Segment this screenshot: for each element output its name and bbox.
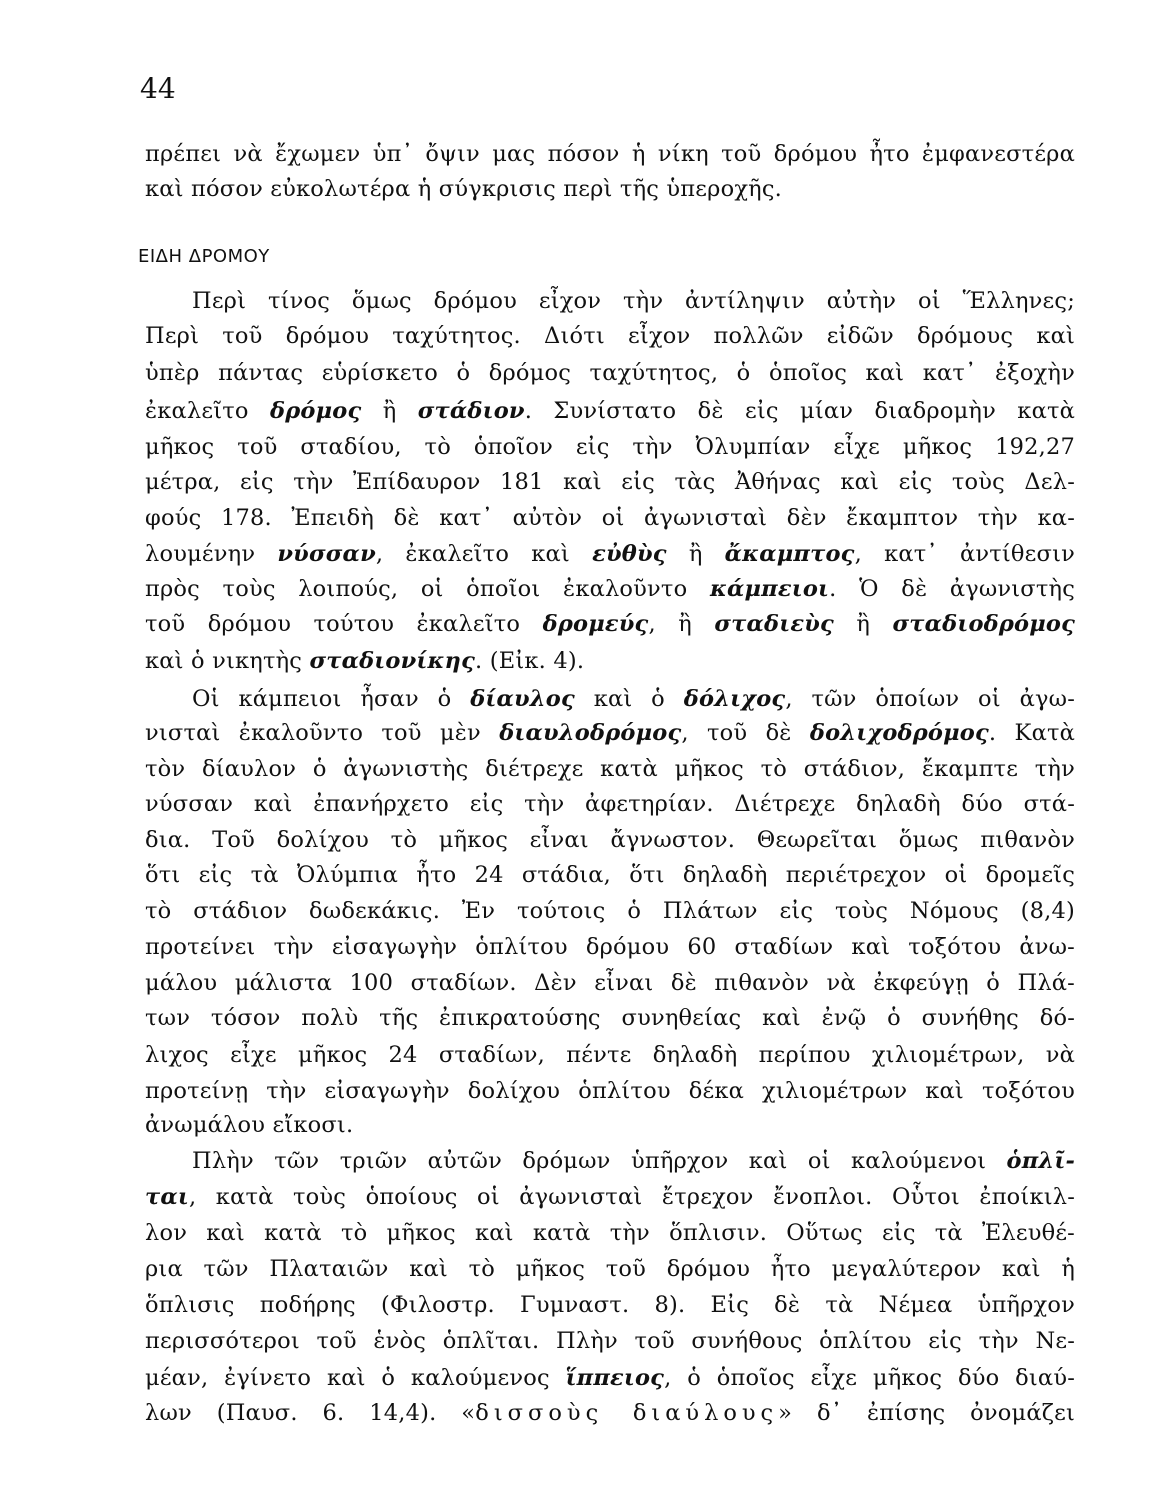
text-line [145,1367,1075,1390]
text-line [145,1222,1075,1245]
text-segment: λων (Παυσ. 6. 14,4). « [145,1400,476,1426]
text-segment: ὑπὲρ πάντας εὑρίσκετο ὁ δρόμος ταχύτητος, ὁ ὁποῖος καὶ κατ᾽ ἐξοχὴν [145,360,1075,386]
emphasized-term: δόλιχος [683,686,786,712]
text-segment: . (Εἰκ. 4). [475,648,585,674]
emphasized-term: κάμπειοι [709,576,830,602]
text-segment: ὅτι εἰς τὰ Ὀλύμπια ἦτο 24 στάδια, ὅτι δηλαδὴ περιέτρεχον οἱ δρομεῖς [145,862,1075,888]
text-segment: Πλὴν τῶν τριῶν αὐτῶν δρόμων ὑπῆρχον καὶ οἱ καλούμενοι [192,1148,1007,1174]
emphasized-term: ἄκαμπτος [724,541,855,567]
text-segment: , ἢ [648,611,715,637]
text-segment: λιχος εἶχε μῆκος 24 σταδίων, πέντε δηλαδὴ περίπου χιλιομέτρων, νὰ [145,1042,1075,1068]
page-number: 44 [140,72,176,105]
text-line [145,400,1075,423]
text-segment: ἀνωμάλου εἴκοσι. [145,1112,354,1138]
text-line [145,507,1075,530]
text-line [145,613,1075,636]
text-segment: λον καὶ κατὰ τὸ μῆκος καὶ κατὰ τὴν ὅπλισιν. Οὕτως εἰς τὰ Ἐλευθέ- [145,1220,1075,1246]
text-line [145,325,1075,348]
text-segment: ἢ [833,611,893,637]
text-segment: μῆκος τοῦ σταδίου, τὸ ὁποῖον εἰς τὴν Ὀλυμπίαν εἶχε μῆκος 192,27 [145,434,1075,460]
text-segment: τὸ στάδιον δωδεκάκις. Ἐν τούτοις ὁ Πλάτων εἰς τοὺς Νόμους (8,4) [145,898,1075,924]
emphasized-term: δίαυλος [470,686,575,712]
text-line [145,362,1075,385]
text-segment: ἐκαλεῖτο [145,398,271,424]
text-line [192,290,1075,313]
text-segment: , κατ᾽ ἀντίθεσιν [854,541,1075,567]
emphasized-term: σταδιεὺς [714,611,834,637]
text-segment: . Συνίστατο δὲ εἰς μίαν διαδρομὴν κατὰ [524,398,1076,424]
text-segment: περισσότεροι τοῦ ἑνὸς ὁπλῖται. Πλὴν τοῦ συνήθους ὁπλίτου εἰς τὴν Νε- [145,1328,1075,1354]
text-line [145,1044,1075,1067]
text-segment: . Ὁ δὲ ἀγωνιστὴς [829,576,1075,602]
text-line [145,471,1075,494]
text-segment: δισσοὺς διαύλους [475,1400,779,1426]
text-segment: , τῶν ὁποίων οἱ ἀγω- [785,686,1076,712]
text-line [145,936,1075,959]
text-segment: τὸν δίαυλον ὁ ἀγωνιστὴς διέτρεχε κατὰ μῆκος τὸ στάδιον, ἔκαμπτε τὴν [145,756,1075,782]
emphasized-term: δρόμος [270,398,362,424]
emphasized-term: δρομεύς [542,611,649,637]
emphasized-term: ἵππειος [565,1365,665,1391]
text-line [192,1150,1075,1173]
text-line [145,1402,1075,1425]
emphasized-term: εὐθὺς [592,541,667,567]
text-line [145,1330,1075,1353]
text-segment: . Κατὰ [988,720,1076,746]
text-segment: δια. Τοῦ δολίχου τὸ μῆκος εἶναι ἄγνωστον. Θεωρεῖται ὅμως πιθανὸν [145,827,1075,853]
text-line [145,793,1075,816]
text-segment: » δ᾽ ἐπίσης ὀνομάζει [778,1400,1076,1426]
emphasized-term: σταδιονίκης [309,648,476,674]
text-line [145,864,1075,887]
text-line [145,829,1075,852]
text-line [145,1258,1075,1281]
text-segment: , ὁ ὁποῖος εἶχε μῆκος δύο διαύ- [664,1365,1076,1391]
text-segment: , τοῦ δὲ [681,720,810,746]
text-line [145,1114,353,1137]
text-segment: Περὶ τοῦ δρόμου ταχύτητος. Διότι εἶχον πολλῶν εἰδῶν δρόμους καὶ [145,323,1075,349]
text-segment: καὶ πόσον εὐκολωτέρα ἡ σύγκρισις περὶ τῆς ὑπεροχῆς. [145,176,782,202]
emphasized-term: στάδιον [417,398,525,424]
section-heading: ΕΙΔΗ ΔΡΟΜΟΥ [138,246,270,267]
emphasized-term: διαυλοδρόμος [499,720,682,746]
text-line [145,650,584,673]
text-line [145,1186,1075,1209]
text-segment: μέτρα, εἰς τὴν Ἐπίδαυρον 181 καὶ εἰς τὰς Ἀθήνας καὶ εἰς τοὺς Δελ- [145,469,1075,495]
text-segment: νύσσαν καὶ ἐπανήρχετο εἰς τὴν ἀφετηρίαν. Διέτρεχε δηλαδὴ δύο στά- [145,791,1075,817]
text-segment: λουμένην [145,541,278,567]
text-segment: προτείνει τὴν εἰσαγωγὴν ὁπλίτου δρόμου 60 σταδίων καὶ τοξότου ἀνω- [145,934,1075,960]
text-segment: μάλου μάλιστα 100 σταδίων. Δὲν εἶναι δὲ πιθανὸν νὰ ἐκφεύγῃ ὁ Πλά- [145,970,1075,996]
text-segment: πρὸς τοὺς λοιπούς, οἱ ὁποῖοι ἐκαλοῦντο [145,576,710,602]
emphasized-term: σταδιοδρόμος [892,611,1075,637]
text-segment: Περὶ τίνος ὅμως δρόμου εἶχον τὴν ἀντίληψιν αὐτὴν οἱ Ἕλληνες; [192,288,1075,314]
text-line [145,143,1075,166]
text-line [145,972,1075,995]
text-segment: , κατὰ τοὺς ὁποίους οἱ ἀγωνισταὶ ἔτρεχον ἔνοπλοι. Οὗτοι ἐποίκιλ- [188,1184,1075,1210]
text-line [145,543,1075,566]
text-segment: των τόσον πολὺ τῆς ἐπικρατούσης συνηθείας καὶ ἐνῷ ὁ συνήθης δό- [145,1005,1075,1031]
text-segment: φούς 178. Ἐπειδὴ δὲ κατ᾽ αὐτὸν οἱ ἀγωνισταὶ δὲν ἔκαμπτον τὴν κα- [145,505,1075,531]
text-line [145,1080,1075,1103]
emphasized-term: νύσσαν [277,541,376,567]
text-segment: καὶ ὁ νικητὴς [145,648,310,674]
text-line [145,758,1075,781]
text-segment: πρέπει νὰ ἔχωμεν ὑπ᾽ ὄψιν μας πόσον ἡ νίκη τοῦ δρόμου ἦτο ἐμφανεστέρα [145,141,1075,167]
text-segment: νισταὶ ἐκαλοῦντο τοῦ μὲν [145,720,500,746]
text-segment: τοῦ δρόμου τούτου ἐκαλεῖτο [145,611,543,637]
emphasized-term: ται [145,1184,189,1210]
text-line [145,178,782,201]
text-line [145,578,1075,601]
text-segment: ρια τῶν Πλαταιῶν καὶ τὸ μῆκος τοῦ δρόμου ἦτο μεγαλύτερον καὶ ἡ [145,1256,1075,1282]
text-segment: μέαν, ἐγίνετο καὶ ὁ καλούμενος [145,1365,566,1391]
text-segment: ἢ [666,541,725,567]
text-line [145,900,1075,923]
text-line [145,1294,1075,1317]
text-segment: προτείνῃ τὴν εἰσαγωγὴν δολίχου ὁπλίτου δέκα χιλιομέτρων καὶ τοξότου [145,1078,1075,1104]
text-line [145,436,1075,459]
text-segment: ἢ [361,398,418,424]
text-segment: καὶ ὁ [574,686,684,712]
text-segment: ὅπλισις ποδήρης (Φιλοστρ. Γυμναστ. 8). Εἰς δὲ τὰ Νέμεα ὑπῆρχον [145,1292,1075,1318]
text-line [145,1007,1075,1030]
text-line [145,722,1075,745]
text-line [192,688,1075,711]
emphasized-term: δολιχοδρόμος [809,720,989,746]
text-segment: , ἐκαλεῖτο καὶ [375,541,593,567]
emphasized-term: ὁπλῖ- [1006,1148,1075,1174]
text-segment: Οἱ κάμπειοι ἦσαν ὁ [192,686,471,712]
